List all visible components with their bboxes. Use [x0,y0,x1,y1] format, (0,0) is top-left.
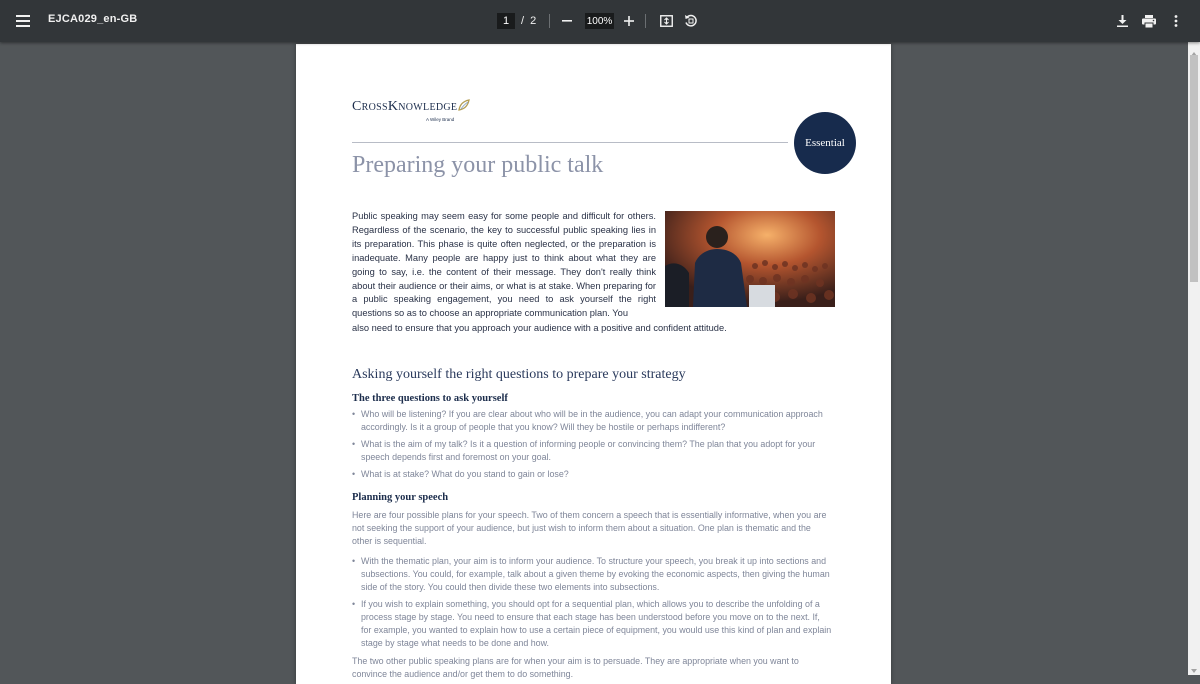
document-heading: Preparing your public talk [352,152,604,178]
planning-closing-paragraph: The two other public speaking plans are for when your aim is to persuade. They are appropriate when you want to convince the audience and/or get them to do something. [352,656,799,679]
intro-paragraph: Public speaking may seem easy for some people and difficult for others. Regardless of the scenario, the key to successful public speaking lies in its preparation. This phase is quite often neglected, or the preparation is inadequate. Many people are happy just to think about what they are going to say, i.e. the content of their message. They don't really think about their audience or their aims, or what is at stake. When preparing for a public speaking engagement, you need to ask yourself the right questions so as to choose an appropriate communication plan. You [352,211,656,319]
logo-subtitle: A Wiley Brand [426,117,455,122]
list-item: • If you wish to explain something, you should opt for a sequential plan, which allows you to describe the unfolding of a process stage by stage. You need to ensure that each stage has been understood before you move on to the next. If, for example, you wanted to explain how to use a certain piece of equipment, you would use this kind of plan and explain stage by stage what needs to be done and how. [352,598,832,650]
section-heading: Asking yourself the right questions to prepare your strategy [352,367,686,382]
speaker-photo [665,211,835,307]
scrollbar-thumb[interactable] [1190,55,1198,282]
page-navigation [497,12,536,30]
document-title: EJCA029_en-GB [48,13,138,25]
more-options-icon[interactable] [1170,13,1182,29]
intro-paragraph-last-line: also need to ensure that you approach your audience with a positive and confident attitude. [352,323,727,333]
header-divider [352,142,788,143]
logo-leaf-icon [457,98,471,112]
crossknowledge-logo [352,99,458,122]
print-icon[interactable] [1141,14,1156,28]
current-page-input[interactable] [497,13,515,29]
toolbar-divider [645,14,646,28]
zoom-input[interactable] [585,13,614,29]
pdf-toolbar [0,0,1200,42]
download-icon[interactable] [1115,14,1129,28]
subsection-heading-questions: The three questions to ask yourself [352,393,508,404]
rotate-icon[interactable] [683,13,698,28]
questions-list [352,408,832,485]
fit-page-icon[interactable] [659,14,673,28]
zoom-out-icon[interactable] [561,14,573,28]
scroll-up-arrow-icon[interactable] [1190,45,1198,53]
list-item: • What is at stake? What do you stand to gain or lose? [352,468,832,481]
menu-icon[interactable] [12,11,34,31]
toolbar-divider [549,14,550,28]
planning-intro-paragraph: Here are four possible plans for your speech. Two of them concern a speech that is essentially informative, when you are not seeking the support of your audience, but just wish to inform them about a situation. One plan is thematic and the other is sequential. [352,510,827,546]
list-item: • What is the aim of my talk? Is it a question of informing people or convincing them? The plan that you adopt for your speech depends first and foremost on your goal. [352,438,832,464]
logo-wordmark: CrossKnowledge [352,99,458,114]
list-item: • Who will be listening? If you are clear about who will be in the audience, you can adapt your communication approach accordingly. Is it a group of people that you know? Will they be hostile or perhaps indifferent? [352,408,832,434]
scroll-down-arrow-icon[interactable] [1190,662,1198,670]
subsection-heading-planning: Planning your speech [352,492,449,503]
pdf-page [296,44,891,684]
essential-badge: Essential [794,112,856,174]
plans-list [352,555,832,654]
total-pages: 2 [530,15,537,27]
zoom-in-icon[interactable] [623,14,635,28]
page-separator: / [521,15,525,27]
list-item: • With the thematic plan, your aim is to inform your audience. To structure your speech, you break it up into sections and subsections. You could, for example, talk about a given theme by evoking the economic aspects, then giving the human side of the story. You could then divide these two elements into subsections. [352,555,832,594]
